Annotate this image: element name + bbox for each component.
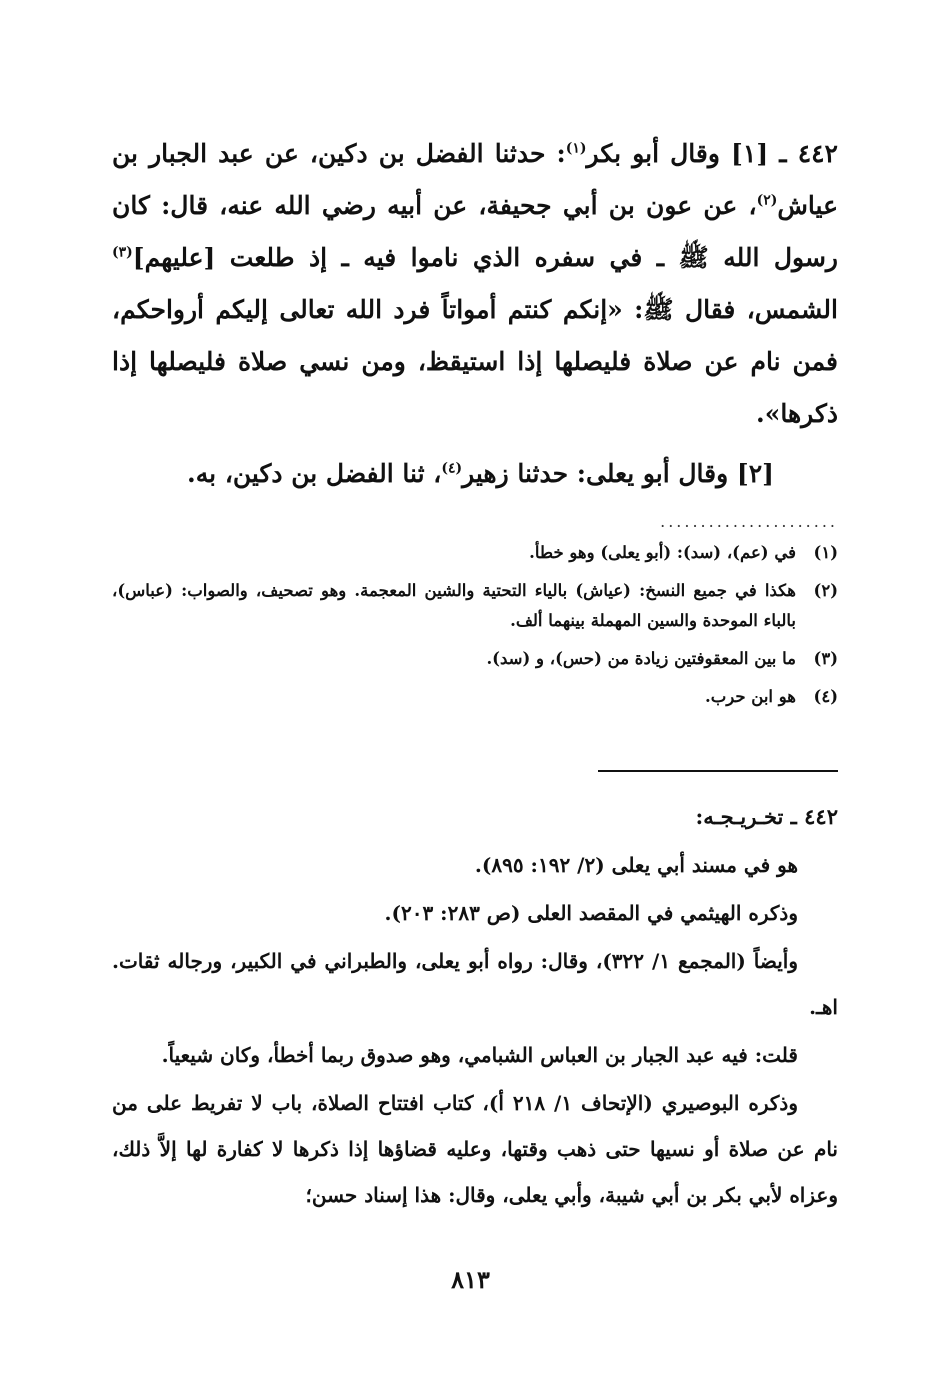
takhrij-section xyxy=(112,794,838,1220)
footnote-number: (٤) xyxy=(813,687,838,706)
takhrij-line: وذكره البوصيري (الإتحاف ١/ ٢١٨ أ)، كتاب افتتاح الصلاة، باب لا تفريط على من نام عن صلاة أو نسيها حتى ذهب وقتها، وعليه قضاؤها إذا ذكرها لا كفارة لها إلاَّ ذلك، وعزاه لأبي بكر بن أبي شيبة، وأبي يعلى، وقال: هذا إسناد حسن؛ xyxy=(112,1091,838,1207)
takhrij-line: هو في مسند أبي يعلى (٢/ ١٩٢: ٨٩٥). xyxy=(474,853,798,877)
footnote-text: ما بين المعقوفتين زيادة من (حس)، و (سد). xyxy=(486,649,796,668)
hadith-text xyxy=(112,128,838,500)
footnote-ref-1: (١) xyxy=(565,140,587,157)
footnote-number: (١) xyxy=(813,543,838,562)
footnote-item xyxy=(112,644,838,674)
hadith-paragraph-2: [٢] وقال أبو يعلى: حدثنا زهير$^{(٤)}$، ثنا الفضل بن دكين، به. xyxy=(187,459,774,488)
footnote-number: (٣) xyxy=(813,649,838,668)
footnote-item xyxy=(112,576,838,636)
footnote-text: هو ابن حرب. xyxy=(704,687,796,706)
takhrij-heading: ٤٤٢ ـ تخـريـجـه: xyxy=(695,804,838,829)
footnote-text: في (عم)، (سد): (أبو يعلى) وهو خطأ. xyxy=(529,543,796,562)
hadith-paragraph-1: ٤٤٢ ـ [١] وقال أبو بكر$^{(١)}$: حدثنا الفضل بن دكين، عن عبد الجبار بن عياش$^{(٢)}$، عن عون بن أبي جحيفة، عن أبيه رضي الله عنه، قال: كان رسول الله ﷺ ـ في سفره الذي ناموا فيه ـ إذ طلعت [عليهم]$^{(٣)}$ الشمس، فقال ﷺ: «إنكم كنتم أمواتاً فرد الله تعالى إليكم أرواحكم، فمن نام عن صلاة فليصلها إذا استيقظ، ومن نسي صلاة فليصلها إذا ذكرها». xyxy=(112,139,838,428)
takhrij-line: قلت: فيه عبد الجبار بن العباس الشبامي، وهو صدوق ربما أخطأ، وكان شيعياً. xyxy=(161,1043,798,1067)
page-number: ٨١٣ xyxy=(451,1265,490,1294)
footnotes xyxy=(112,538,838,720)
footnote-separator: ...................... xyxy=(660,512,838,531)
footnote-item xyxy=(112,682,838,712)
footnote-item xyxy=(112,538,838,568)
takhrij-line: وذكره الهيثمي في المقصد العلى (ص ٢٨٣: ٢٠٣). xyxy=(384,901,798,925)
footnote-number: (٢) xyxy=(813,581,838,600)
footnote-text: هكذا في جميع النسخ: (عياش) بالياء التحتية والشين المعجمة. وهو تصحيف، والصواب: (عباس)، بالباء الموحدة والسين المهملة بينهما ألف. xyxy=(112,581,796,630)
footnote-ref-3: (٣) xyxy=(112,244,133,261)
section-divider xyxy=(598,770,838,772)
footnote-ref-4: (٤) xyxy=(441,460,463,477)
takhrij-line: وأيضاً (المجمع ١/ ٣٢٢)، وقال: رواه أبو يعلى، والطبراني في الكبير، ورجاله ثقات. اهـ. xyxy=(112,949,838,1019)
footnote-ref-2: (٢) xyxy=(756,192,778,209)
